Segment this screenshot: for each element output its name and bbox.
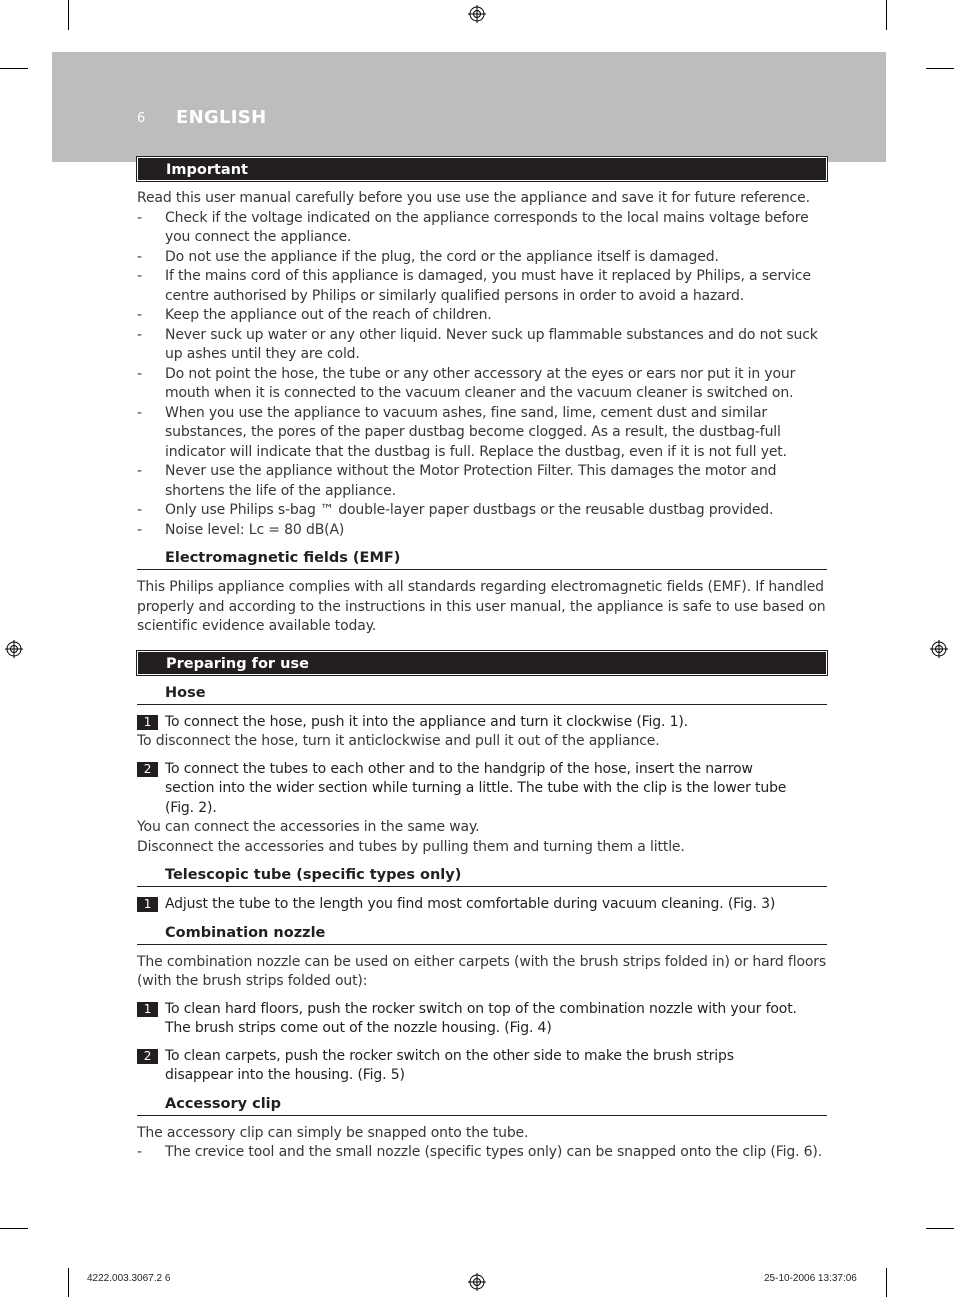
list-item: - Never use the appliance without the Motor Protection Filter. This damages the motor and shortens the life of the appliance.: [137, 463, 777, 499]
emf-text: This Philips appliance complies with all standards regarding electromagnetic fields (EMF). If handled properly and according to the instructions in this user manual, the appliance is safe to use based on scientific evidence available today.: [137, 579, 826, 634]
crop-mark: [0, 1228, 28, 1229]
step-number: 2: [137, 762, 158, 777]
step-number: 1: [137, 715, 158, 730]
crop-mark: [68, 0, 69, 30]
crop-mark: [886, 1268, 887, 1297]
bullet-dash: -: [137, 307, 142, 323]
list-item: - The crevice tool and the small nozzle (specific types only) can be snapped onto the clip (Fig. 6).: [137, 1143, 827, 1163]
subheading-telescopic: Telescopic tube (specific types only): [137, 865, 827, 887]
page-content: [137, 157, 827, 1163]
list-item: - Check if the voltage indicated on the appliance corresponds to the local mains voltage before you connect the appliance.: [137, 209, 809, 245]
nozzle-intro: The combination nozzle can be used on either carpets (with the brush strips folded in) or hard floors (with the brush strips folded out):: [137, 953, 827, 989]
bullet-dash: -: [137, 248, 142, 265]
list-item: - Only use Philips s-bag ™ double-layer paper dustbags or the reusable dustbag provided.: [137, 501, 827, 521]
print-job-id: 4222.003.3067.2 6: [87, 1273, 171, 1284]
step-item: 1 To clean hard floors, push the rocker switch on top of the combination nozzle with your foot. The brush strips come out of the nozzle housing. (Fig. 4): [137, 1000, 827, 1039]
hose-note: Disconnect the accessories and tubes by pulling them and turning them a little.: [137, 838, 685, 855]
bullet-dash: -: [137, 404, 142, 421]
subheading-hose: Hose: [137, 683, 827, 705]
step-number: 1: [137, 1002, 158, 1017]
registration-mark-icon: [5, 640, 23, 658]
subheading-nozzle: Combination nozzle: [137, 923, 827, 945]
bullet-dash: -: [137, 326, 142, 343]
important-intro: Read this user manual carefully before you use use the appliance and save it for future reference.: [137, 190, 810, 206]
crop-mark: [68, 1268, 69, 1297]
registration-mark-icon: [468, 5, 486, 23]
bullet-dash: -: [137, 502, 142, 518]
bullet-dash: -: [137, 1144, 142, 1160]
clip-intro: The accessory clip can simply be snapped onto the tube.: [137, 1124, 529, 1141]
section-bar-important: Important: [137, 157, 827, 181]
list-item: - Never suck up water or any other liquid. Never suck up flammable substances and do not suck up ashes until they are cold.: [137, 326, 818, 362]
print-timestamp: 25-10-2006 13:37:06: [764, 1273, 857, 1284]
bullet-dash: -: [137, 365, 142, 382]
step-item: 1 To connect the hose, push it into the appliance and turn it clockwise (Fig. 1).: [137, 713, 827, 733]
step-item: 2 To clean carpets, push the rocker switch on the other side to make the brush strips disappear into the housing. (Fig. 5): [137, 1047, 827, 1086]
language-heading: ENGLISH: [176, 107, 267, 128]
hose-note: To disconnect the hose, turn it anticlockwise and pull it out of the appliance.: [137, 733, 660, 749]
bullet-dash: -: [137, 521, 142, 538]
step-item: 2 To connect the tubes to each other and to the handgrip of the hose, insert the narrow section into the wider section while turning a little. The tube with the clip is the lower tube (Fig. 2).: [137, 760, 827, 819]
list-item: - If the mains cord of this appliance is damaged, you must have it replaced by Philips, a service centre authorised by Philips or similarly qualified persons in order to avoid a hazard.: [137, 268, 811, 304]
list-item: - Do not use the appliance if the plug, the cord or the appliance itself is damaged.: [137, 248, 827, 268]
registration-mark-icon: [468, 1273, 486, 1291]
bullet-dash: -: [137, 463, 142, 479]
bullet-dash: -: [137, 209, 142, 226]
crop-mark: [0, 68, 28, 69]
step-item: 1 Adjust the tube to the length you find most comfortable during vacuum cleaning. (Fig. 3): [137, 895, 827, 915]
list-item: - When you use the appliance to vacuum ashes, fine sand, lime, cement dust and similar substances, the pores of the paper dustbag become clogged. As a result, the dustbag-full indicator will indicate that the dustbag is full. Replace the dustbag, even if it is not full yet.: [137, 404, 787, 460]
hose-note: You can connect the accessories in the same way.: [137, 819, 480, 835]
page-number: 6: [137, 111, 146, 126]
list-item: - Keep the appliance out of the reach of children.: [137, 306, 827, 326]
step-number: 2: [137, 1049, 158, 1064]
bullet-dash: -: [137, 268, 142, 284]
step-number: 1: [137, 897, 158, 912]
crop-mark: [926, 1228, 954, 1229]
crop-mark: [886, 0, 887, 30]
section-bar-preparing: Preparing for use: [137, 651, 827, 675]
crop-mark: [926, 68, 954, 69]
subheading-emf: Electromagnetic fields (EMF): [137, 548, 827, 570]
subheading-clip: Accessory clip: [137, 1094, 827, 1116]
list-item: - Noise level: Lc = 80 dB(A): [137, 521, 827, 541]
registration-mark-icon: [930, 640, 948, 658]
list-item: - Do not point the hose, the tube or any other accessory at the eyes or ears nor put it in your mouth when it is connected to the vacuum cleaner and the vacuum cleaner is switched on.: [137, 365, 796, 401]
